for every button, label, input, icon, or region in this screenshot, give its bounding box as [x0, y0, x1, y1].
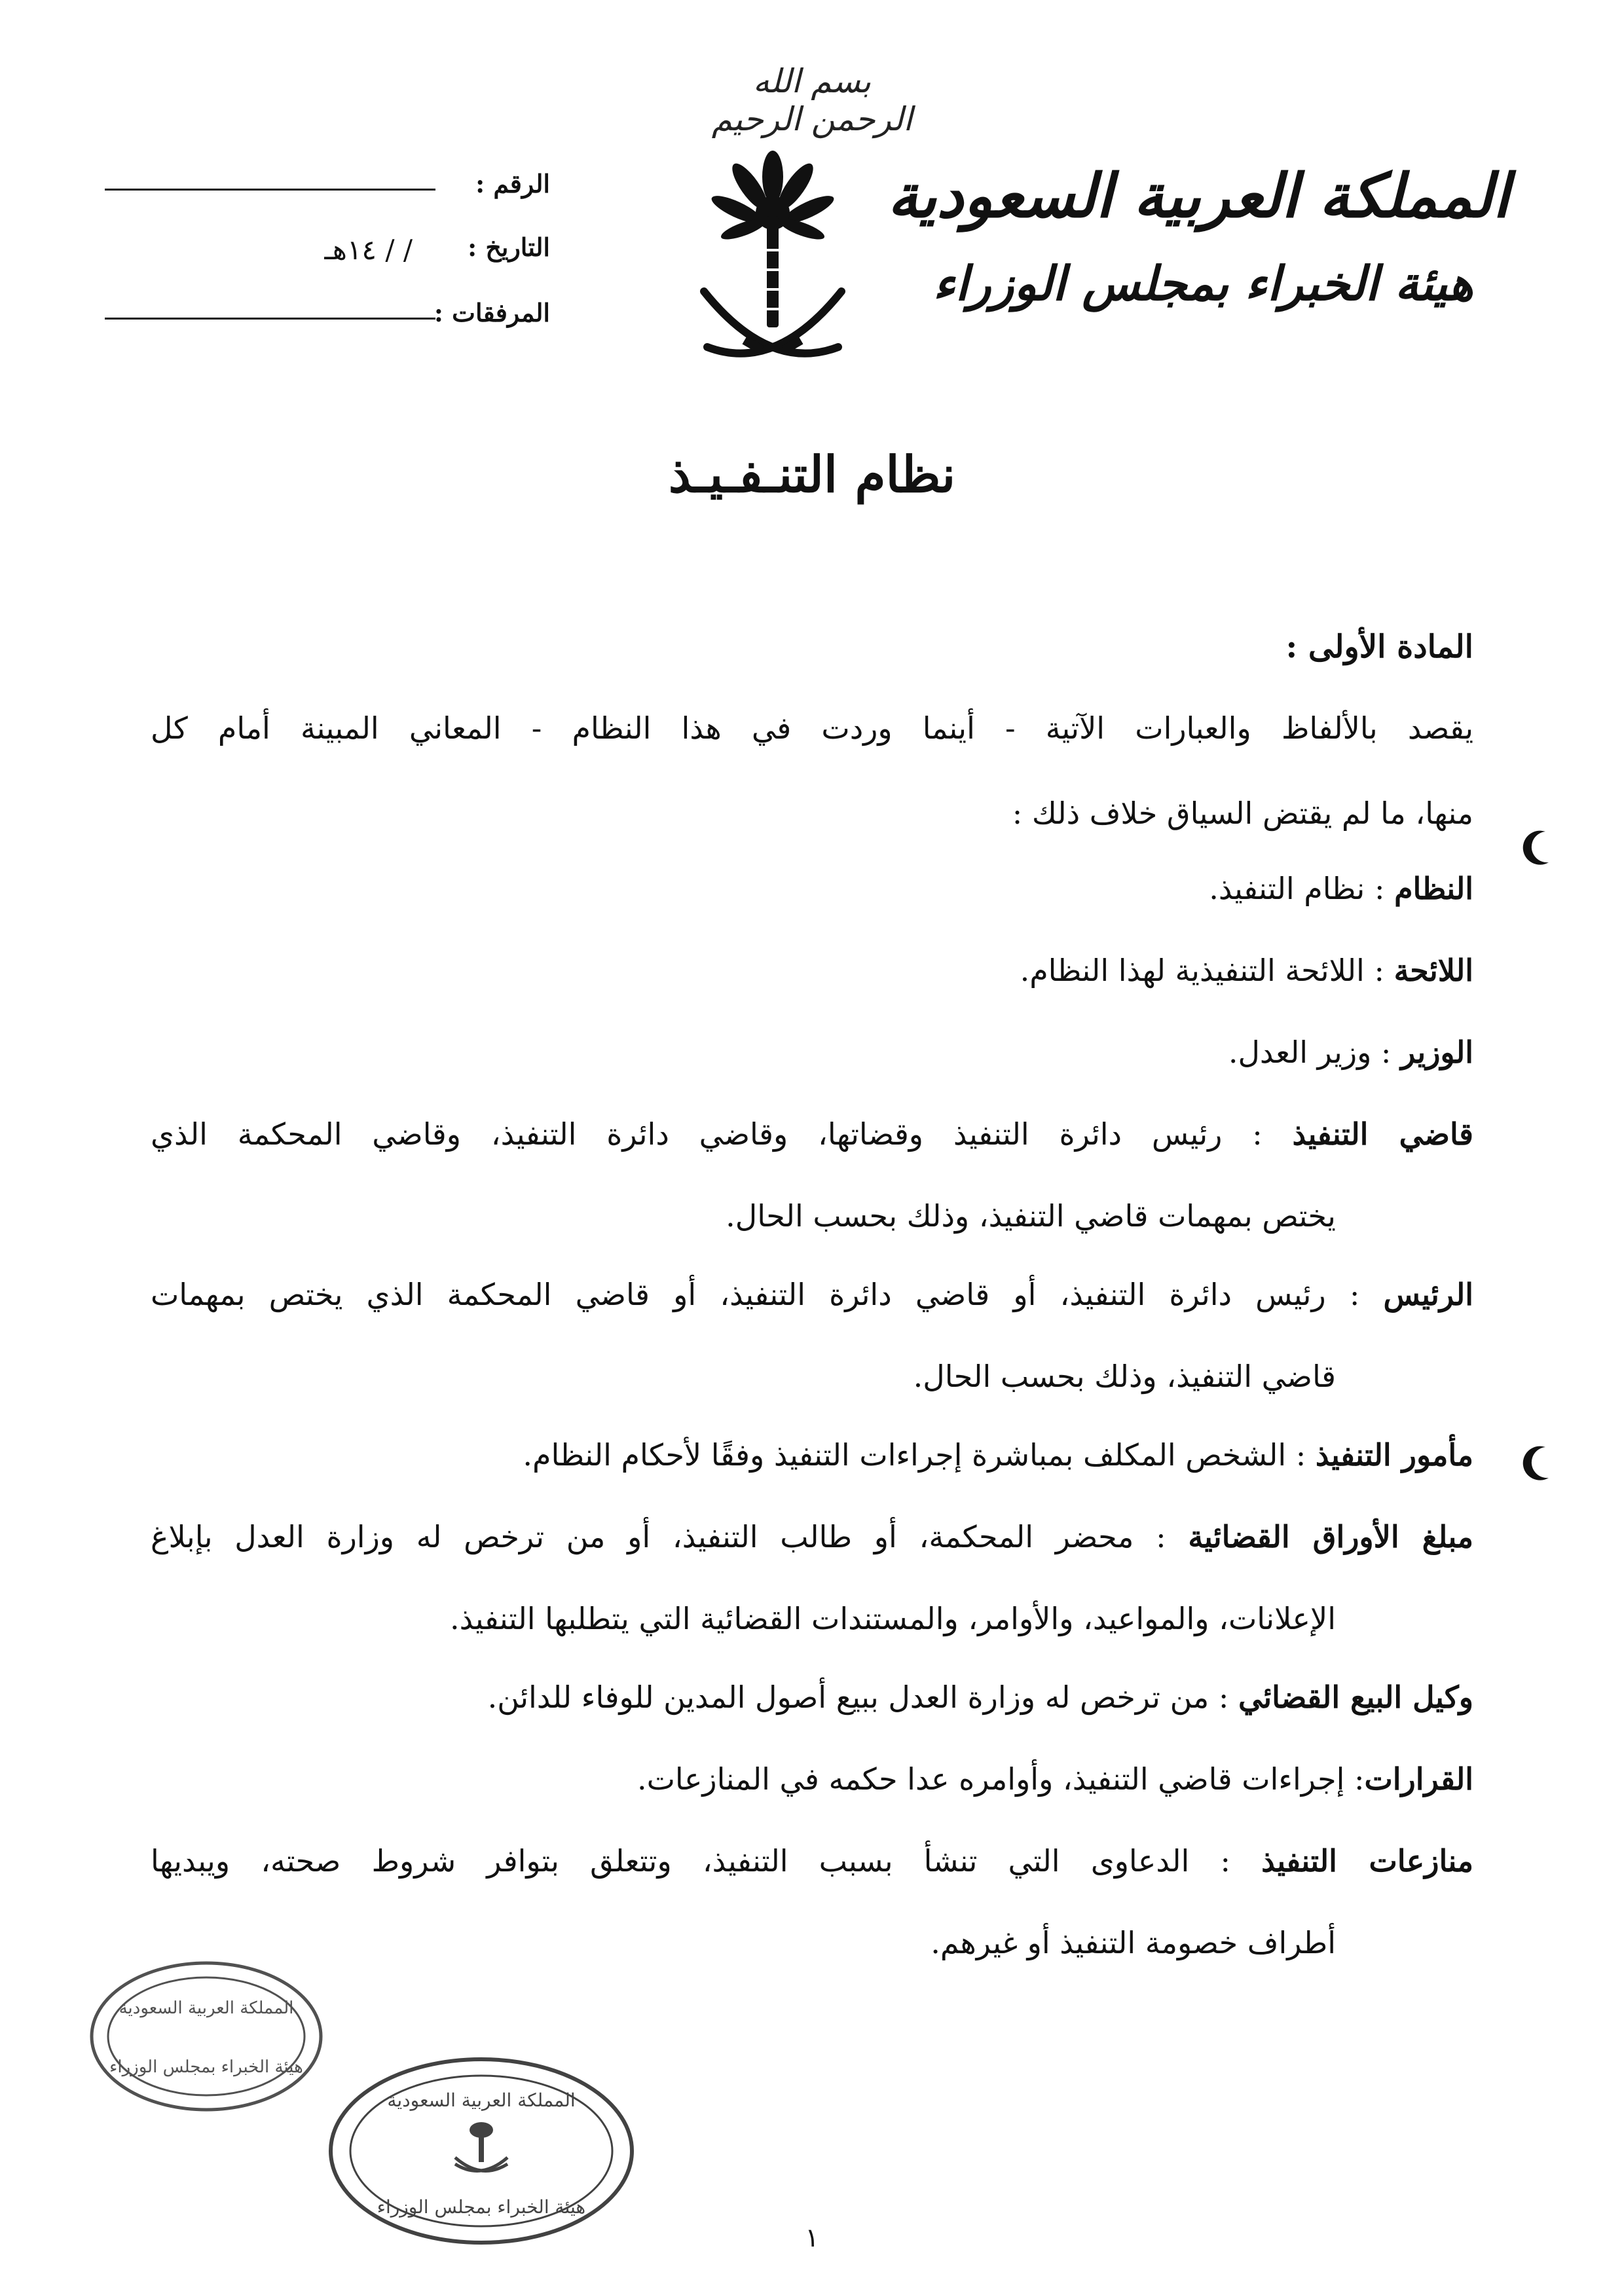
definition-continuation: أطراف خصومة التنفيذ أو غيرهم.	[931, 1925, 1336, 1960]
page-number: ١	[805, 2223, 819, 2253]
definition-item	[151, 1843, 1473, 1879]
definition-item	[1020, 953, 1473, 988]
official-seal-stamp	[85, 1958, 327, 2115]
stamp-text-bottom: هيئة الخبراء بمجلس الوزراء	[377, 2196, 586, 2218]
attachments-line	[105, 318, 435, 320]
definition-item	[488, 1680, 1473, 1715]
definition-term: القرارات	[1364, 1761, 1473, 1797]
definition-text: : إجراءات قاضي التنفيذ، وأوامره عدا حكمه في المنازعات.	[637, 1761, 1365, 1797]
definition-item	[151, 1519, 1473, 1554]
definition-item	[151, 1116, 1473, 1152]
definition-text: : رئيس دائرة التنفيذ وقضاتها، وقاضي دائرة التنفيذ، وقاضي المحكمة الذي	[151, 1116, 1293, 1152]
definition-text: : من ترخص له وزارة العدل ببيع أصول المدين للوفاء للدائن.	[487, 1680, 1238, 1715]
kingdom-name: المملكة العربية السعودية	[887, 160, 1509, 231]
definition-text: : رئيس دائرة التنفيذ، أو قاضي دائرة التنفيذ، أو قاضي المحكمة الذي يختص بمهمات	[151, 1277, 1384, 1312]
definition-text: : وزير العدل.	[1228, 1035, 1401, 1070]
reference-label: الرقم :	[475, 169, 550, 198]
definition-item	[1209, 871, 1473, 906]
definition-text: : الدعاوى التي تنشأ بسبب التنفيذ، وتتعلق بتوافر شروط صحته، ويبديها	[151, 1843, 1262, 1879]
definition-term: الرئيس	[1383, 1277, 1473, 1312]
definition-continuation: قاضي التنفيذ، وذلك بحسب الحال.	[913, 1359, 1336, 1394]
definition-term: منازعات التنفيذ	[1261, 1843, 1473, 1879]
definition-text: : الشخص المكلف بمباشرة إجراءات التنفيذ وفقًا لأحكام النظام.	[523, 1437, 1316, 1473]
definition-item	[523, 1437, 1473, 1473]
basmala: بسم الله الرحمن الرحيم	[711, 62, 913, 138]
date-value: / / ١٤هـ	[324, 234, 413, 266]
definition-text: : محضر المحكمة، أو طالب التنفيذ، أو من ترخص له وزارة العدل بإبلاغ	[151, 1519, 1189, 1554]
intro-line-2: منها، ما لم يقتض السياق خلاف ذلك :	[1012, 796, 1473, 831]
intro-line-1: يقصد بالألفاظ والعبارات الآتية - أينما وردت في هذا النظام - المعاني المبينة أمام كل	[151, 710, 1473, 746]
stamp-text-top: المملكة العربية السعودية	[387, 2089, 576, 2111]
definition-item	[151, 1277, 1473, 1312]
definition-term: النظام	[1394, 871, 1473, 906]
definition-text: : اللائحة التنفيذية لهذا النظام.	[1020, 953, 1394, 988]
reference-row	[105, 169, 550, 221]
definition-term: مبلغ الأوراق القضائية	[1188, 1519, 1473, 1554]
definition-continuation: يختص بمهمات قاضي التنفيذ، وذلك بحسب الحال.	[726, 1198, 1336, 1234]
official-seal-stamp-with-emblem	[324, 2053, 638, 2249]
attachments-label: المرفقات :	[434, 298, 550, 327]
definition-continuation: الإعلانات، والمواعيد، والأوامر، والمستندات القضائية التي يتطلبها التنفيذ.	[450, 1601, 1336, 1636]
definition-term: قاضي التنفيذ	[1292, 1116, 1473, 1152]
saudi-emblem-icon	[697, 151, 848, 393]
article-heading: المادة الأولى :	[1285, 629, 1473, 665]
authority-name: هيئة الخبراء بمجلس الوزراء	[932, 255, 1473, 311]
stamp-text-top: المملكة العربية السعودية	[119, 1998, 294, 2018]
definition-text: : نظام التنفيذ.	[1209, 871, 1395, 906]
definition-item	[637, 1761, 1473, 1797]
attachments-row	[105, 298, 550, 350]
hole-punch-mark	[1519, 1444, 1559, 1483]
hole-punch-mark	[1519, 828, 1559, 868]
definition-term: الوزير	[1401, 1035, 1473, 1070]
date-row	[105, 232, 550, 285]
definition-term: اللائحة	[1393, 953, 1473, 988]
stamp-emblem-icon	[455, 2122, 507, 2171]
definition-item	[1228, 1035, 1473, 1070]
document-title: نظام التنـفـيـذ	[668, 445, 956, 504]
definition-term: وكيل البيع القضائي	[1238, 1680, 1473, 1715]
definition-term: مأمور التنفيذ	[1315, 1437, 1473, 1473]
date-label: التاريخ :	[468, 232, 550, 262]
stamp-text-bottom: هيئة الخبراء بمجلس الوزراء	[109, 2057, 303, 2077]
reference-line	[105, 189, 435, 191]
